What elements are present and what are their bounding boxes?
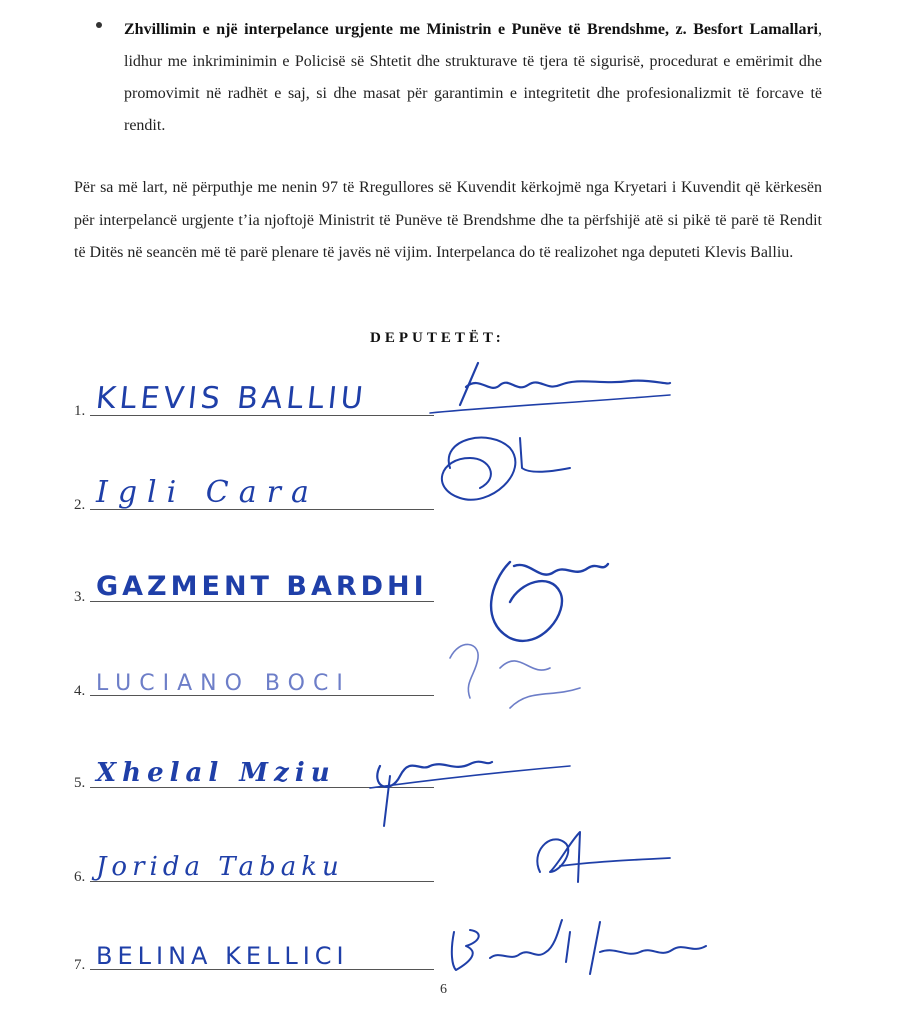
signatory-number: 6. <box>74 869 86 885</box>
page-number: 6 <box>440 982 447 997</box>
signature-scribble-1 <box>420 355 680 415</box>
signature-scribble-6 <box>520 822 680 892</box>
signatory-number: 5. <box>74 775 86 791</box>
bullet-rest: , lidhur me inkriminimin e Policisë së Shtetit dhe strukturave të tjera të sigurisë, procedurat e emërimit dhe promovimit në radhët e saj, si dhe masat për garantimin e integritetit dhe profesionalizmit të forcave të rendit. <box>124 21 822 134</box>
signatory-row <box>74 660 434 700</box>
signature-scribble-2 <box>420 428 580 518</box>
signatory-number: 2. <box>74 497 86 513</box>
signature-scribble-7 <box>440 912 720 982</box>
signatory-row <box>74 380 434 420</box>
signatory-row <box>74 566 434 606</box>
signature-scribble-4 <box>440 628 590 718</box>
signatory-row <box>74 846 434 886</box>
signatory-number: 1. <box>74 403 86 419</box>
signatory-name: GAZMENT BARDHI <box>96 571 428 602</box>
signatories-heading: DEPUTETËT: <box>370 330 505 346</box>
signatory-name: KLEVIS BALLIU <box>94 381 369 416</box>
signatory-row <box>74 474 434 514</box>
signatory-row <box>74 934 434 974</box>
request-paragraph: Për sa më lart, në përputhje me nenin 97 të Rregullores së Kuvendit kërkojmë nga Kryetari i Kuvendit që kërkesën për interpelancë urgjente t’ia njoftojë Ministrit të Punëve të Brendshme dhe ta përfshijë atë si pikë të parë të Rendit të Ditës në seancën më të parë plenare të javës në vijim. Interpelanca do të realizohet nga deputeti Klevis Balliu. <box>74 179 822 261</box>
signatory-number: 7. <box>74 957 86 973</box>
signatory-name: Jorida Tabaku <box>96 852 344 882</box>
signature-scribble-5 <box>360 736 580 836</box>
signatory-number: 4. <box>74 683 86 699</box>
bullet-bold-lead: Zhvillimin e një interpelance urgjente me Ministrin e Punëve të Brendshme, z. Besfort Lamallari <box>124 21 818 38</box>
signatory-name: BELINA KELLICI <box>96 942 349 970</box>
signatory-name: Igli Cara <box>96 475 319 510</box>
signatory-name: LUCIANO BOCI <box>96 671 351 696</box>
bullet-text <box>124 14 822 142</box>
signatory-number: 3. <box>74 589 86 605</box>
bullet-item <box>96 14 822 142</box>
signatory-name: Xhelal Mziu <box>96 758 336 788</box>
bullet-icon <box>96 22 102 28</box>
